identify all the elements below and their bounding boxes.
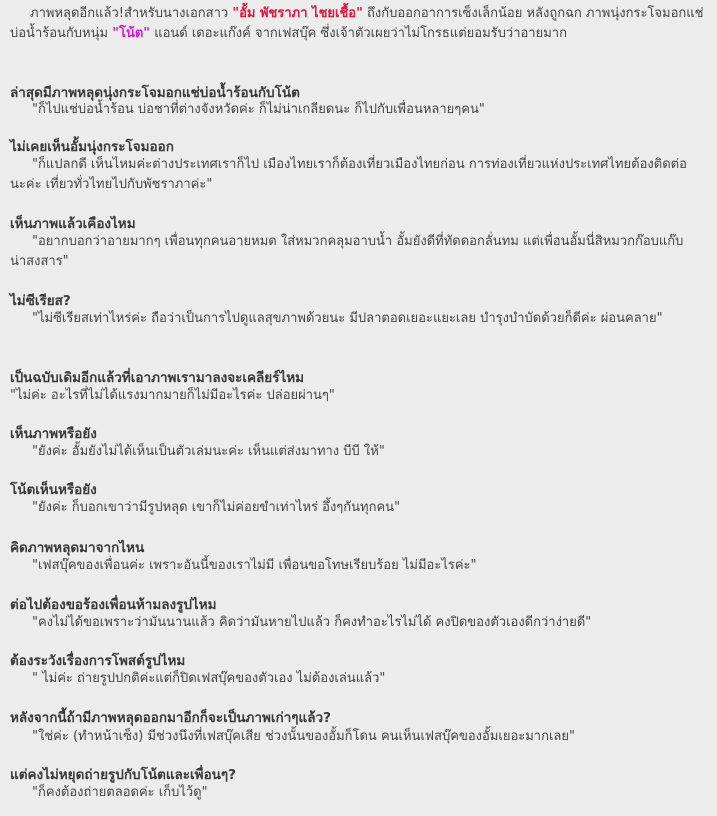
question-8: คิดภาพหลุดมาจากไหน xyxy=(10,540,145,556)
question-10: ต้องระวังเรื่องการโพสต์รูปไหม xyxy=(10,653,186,669)
intro-text-1: ภาพหลุดอีกแล้ว!สำหรับนางเอกสาว xyxy=(30,6,233,21)
question-4: ไม่ซีเรียส? xyxy=(10,293,71,309)
answer-7: "ยังค่ะ ก็บอกเขาว่ามีรูปหลุด เขาก็ไม่ค่อยขำเท่าไหร่ อึ้งๆกันทุกคน" xyxy=(32,500,401,515)
question-7: โน้ตเห็นหรือยัง xyxy=(10,482,97,498)
question-1: ล่าสุดมีภาพหลุดนุ่งกระโจมอกแช่บ่อน้ำร้อนกับโน้ต xyxy=(10,85,300,101)
intro-text-3: แอนด์ เดอะแก๊งค์ จากเฟสบุ๊ค ซึ่งเจ้าตัวเผยว่าไม่โกรธแต่ยอมรับว่าอายมาก xyxy=(150,25,567,41)
question-11: หลังจากนี้ถ้ามีภาพหลุดออกมาอีกก็จะเป็นภาพเก่าๆแล้ว? xyxy=(10,710,331,726)
answer-6: "ยังค่ะ อั้มยังไม่ได้เห็นเป็นตัวเล่มนะค่ะ เห็นแต่ส่งมาทาง บีบี ให้" xyxy=(32,444,385,459)
question-2: ไม่เคยเห็นอั้มนุ่งกระโจมออก xyxy=(10,139,174,155)
question-12: แต่คงไม่หยุดถ่ายรูปกับโน้ตและเพื่อนๆ? xyxy=(10,767,236,783)
answer-9: "คงไม่ได้ขอเพราะว่ามันนานแล้ว คิดว่ามันหายไปแล้ว ก็คงทำอะไรไม่ได้ คงปิดของตัวเองดีกว่าง่ายดี" xyxy=(32,615,592,630)
question-5: เป็นฉบับเดิมอีกแล้วที่เอาภาพเรามาลงจะเคลียร์ไหม xyxy=(10,370,305,386)
answer-10: " ไม่ค่ะ ถ่ายรูปปกติค่ะแต่ก็ปิดเฟสบุ๊คของตัวเอง ไม่ต้องเล่นแล้ว" xyxy=(32,671,386,686)
question-3: เห็นภาพแล้วเคืองไหม xyxy=(10,216,136,232)
answer-1: "ก็ไปแช่บ่อน้ำร้อน บ่อชาที่ต่างจังหวัดค่ะ ก็ไม่น่าเกลียดนะ ก็ไปกับเพื่อนหลายๆคน" xyxy=(32,102,485,117)
actress-name: "อั้ม พัชราภา ไชยเชื้อ" xyxy=(232,6,363,21)
question-6: เห็นภาพหรือยัง xyxy=(10,426,97,442)
answer-8: "เฟสบุ๊คของเพื่อนค่ะ เพราะอันนี้ของเราไม่มี เพื่อนขอโทษเรียบร้อย ไม่มีอะไรค่ะ" xyxy=(32,558,477,573)
friend-name: "โน้ต" xyxy=(112,25,151,41)
answer-3: "อยากบอกว่าอายมากๆ เพื่อนทุกคนอายหมด ใส่หมวกคลุมอาบน้ำ อั้มยังดีที่ทัดดอกลั่นทม แต่เพื่อนอั้มนี่สิหมวกก๊อบแก๊บ น่าสงสาร" xyxy=(10,234,684,269)
intro-paragraph xyxy=(10,4,710,43)
answer-2: "ก็แปลกดี เห็นไหมค่ะต่างประเทศเราก็ไป เมืองไทยเราก็ต้องเที่ยวเมืองไทยก่อน การท่องเที่ยวแห่งประเทศไทยต้องติดต่อนะค่ะ เที่ยวทั่วไทยไปกับพัชราภาค่ะ" xyxy=(10,157,687,192)
answer-12: "ก็คงต้องถ่ายตลอดค่ะ เก็บไว้ดู" xyxy=(32,785,208,800)
answer-5: "ไม่ค่ะ อะไรที่ไม่ได้แรงมากมายก็ไม่มีอะไรค่ะ ปล่อยผ่านๆ" xyxy=(10,388,335,403)
answer-4: "ไม่ซีเรียสเท่าไหร่ค่ะ ถือว่าเป็นการไปดูแลสุขภาพด้วยนะ มีปลาตอดเยอะแยะเลย บำรุงบำบัดด้วยก็ดีค่ะ ผ่อนคลาย" xyxy=(32,311,663,326)
intro-text-2: ถึงกับออกอาการเซ็งเล็กน้อย หลังถูกฉก ภาพนุ่งกระโจมอกแช่บ่อน้ำร้อนกับหนุ่ม xyxy=(10,6,704,41)
answer-11: "ใช่ค่ะ (ทำหน้าเซ็ง) มีช่วงนึงที่เฟสบุ๊คเสีย ช่วงนั้นของอั้มก็โดน คนเห็นเฟสบุ๊คของอั้มเยอะมากเลย" xyxy=(32,729,575,744)
question-9: ต่อไปต้องขอร้องเพื่อนห้ามลงรูปไหม xyxy=(10,597,217,613)
